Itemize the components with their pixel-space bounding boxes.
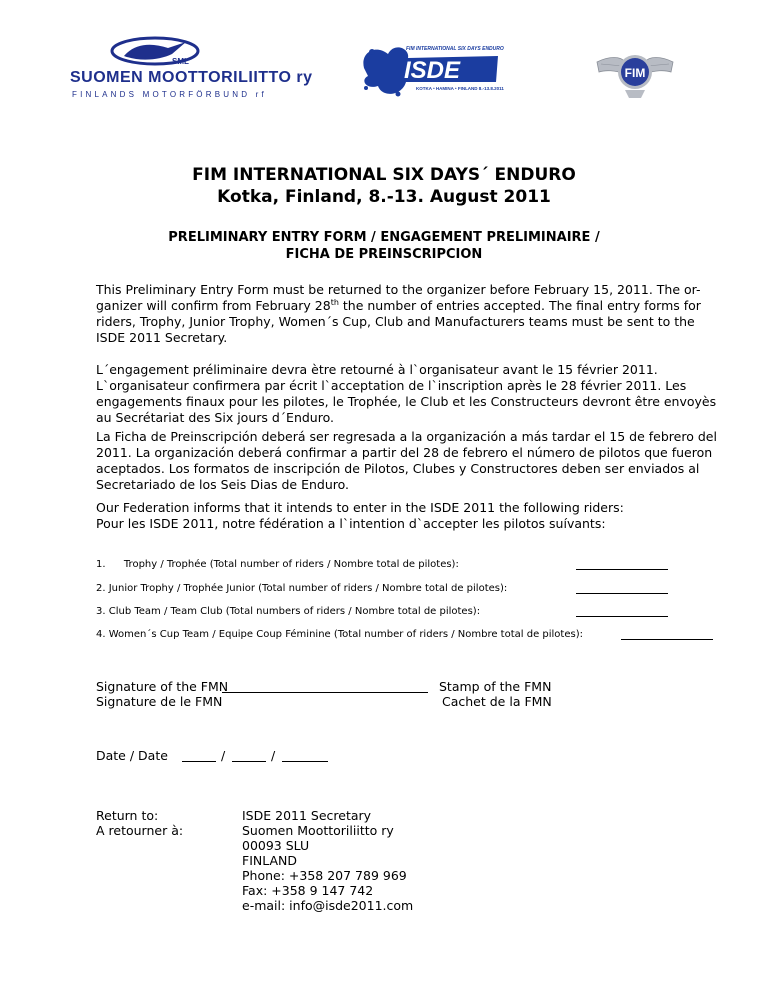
address-fax: Fax: +358 9 147 742 (242, 883, 374, 898)
entry-number: 1. (96, 559, 106, 570)
stamp-label-fr: Cachet de la FMN (442, 694, 552, 709)
page-title (0, 164, 768, 208)
entry-item-junior-trophy (96, 582, 676, 595)
entry-label: Junior Trophy / Trophée Junior (Total number of riders / Nombre total de pilotes): (108, 583, 508, 594)
signature-block (96, 679, 556, 711)
fim-logo (595, 44, 675, 102)
title-line-2: Kotka, Finland, 8.-13. August 2011 (217, 187, 551, 207)
paragraph-intent (96, 500, 726, 532)
subtitle-line-1: PRELIMINARY ENTRY FORM / ENGAGEMENT PRELIMINAIRE / (168, 230, 600, 245)
intent-line-2: Pour les ISDE 2011, notre fédération a l`intention d`accepter les pilotos suívants: (96, 516, 606, 531)
isde-logo (358, 38, 508, 100)
isde-main-text: ISDE (404, 57, 461, 84)
entry-blank-womens-cup[interactable] (621, 628, 713, 640)
isde-top-text: FIM INTERNATIONAL SIX DAYS ENDURO (406, 46, 504, 52)
paragraph-spanish: La Ficha de Preinscripción deberá ser regresada a la organización a más tardar el 15 de febrero del 2011. La organización deberá confirmar a partir del 28 de febrero el número de pilotos que fueron aceptados. Los formatos de inscripción de Pilotos, Clubes y Constructores deben ser enviados al Secretariado de los Seis Dias de Enduro. (96, 429, 717, 492)
address-email[interactable]: e-mail: info@isde2011.com (242, 898, 414, 913)
paragraph-english (96, 282, 726, 346)
date-row (96, 748, 356, 764)
entry-blank-trophy[interactable] (576, 558, 668, 570)
date-separator: / (271, 748, 276, 763)
address-line: ISDE 2011 Secretary (242, 808, 372, 823)
return-to-label-en: Return to: (96, 808, 159, 823)
date-year-field[interactable] (282, 748, 328, 762)
address-line: 00093 SLU (242, 838, 310, 853)
signature-label-fr: Signature de le FMN (96, 694, 223, 709)
date-separator: / (221, 748, 226, 763)
return-address (242, 808, 413, 913)
fim-winged-emblem-icon (595, 44, 675, 102)
signature-line[interactable] (222, 679, 428, 693)
date-day-field[interactable] (182, 748, 216, 762)
subtitle-line-2: FICHA DE PREINSCRIPCION (285, 247, 483, 262)
entry-label: Trophy / Trophée (Total number of riders / Nombre total de pilotes): (123, 559, 459, 570)
return-to-label-fr: A retourner à: (96, 823, 184, 838)
fim-text: FIM (624, 66, 646, 80)
sml-emblem-icon (110, 36, 200, 68)
title-line-1: FIM INTERNATIONAL SIX DAYS´ ENDURO (192, 165, 576, 185)
entry-blank-club-team[interactable] (576, 605, 668, 617)
english-superscript: th (330, 297, 339, 307)
address-phone: Phone: +358 207 789 969 (242, 868, 407, 883)
signature-label-en: Signature of the FMN (96, 679, 229, 694)
date-label: Date / Date (96, 748, 168, 763)
entry-number: 2. (96, 583, 106, 594)
address-line: Suomen Moottoriliitto ry (242, 823, 394, 838)
date-month-field[interactable] (232, 748, 266, 762)
sml-logo (70, 36, 313, 104)
entry-item-trophy (96, 558, 676, 571)
page-subtitle (0, 229, 768, 263)
paragraph-french: L´engagement préliminaire devra ètre retourné à l`organisateur avant le 15 février 2011. L`organisateur confirmera par écrit l`acceptation de l`inscription après le 28 février 2011. Les engagements finaux pour les pilotes, le Trophée, le Club et les Constructeurs devront être envoyès au Secrétariat des Six jours d´Enduro. (96, 362, 717, 425)
return-to-label (96, 808, 183, 838)
entry-item-club-team (96, 605, 676, 618)
address-line: FINLAND (242, 853, 298, 868)
entry-item-womens-cup (96, 628, 716, 641)
intent-line-1: Our Federation informs that it intends to enter in the ISDE 2011 the following riders: (96, 500, 624, 515)
entry-blank-junior-trophy[interactable] (576, 582, 668, 594)
sml-emblem-text: SML (172, 57, 189, 66)
stamp-label-en: Stamp of the FMN (439, 679, 552, 694)
isde-bottom-text: KOTKA • HAMINA • FINLAND 8.-13.8.2011 (416, 86, 504, 91)
sml-subname: FINLANDS MOTORFÖRBUND rf (72, 90, 267, 99)
english-text-a: This Preliminary Entry Form must be returned to the organizer before February 15, 2011. The or-ganizer will confirm from February 28 (96, 282, 701, 313)
english-text-b: the number of entries accepted. The final entry forms for riders, Trophy, Junior Trophy, Women´s Cup, Club and Manufacturers teams must be sent to the ISDE 2011 Secretary. (96, 298, 701, 345)
entry-number: 3. (96, 606, 106, 617)
entry-label: Club Team / Team Club (Total numbers of riders / Nombre total de pilotes): (108, 606, 481, 617)
entry-label: Women´s Cup Team / Equipe Coup Féminine (Total number of riders / Nombre total de pilotes): (108, 629, 583, 640)
entry-number: 4. (96, 629, 106, 640)
isde-splash-icon (358, 38, 508, 100)
sml-name: SUOMEN MOOTTORILIITTO ry (70, 69, 313, 86)
